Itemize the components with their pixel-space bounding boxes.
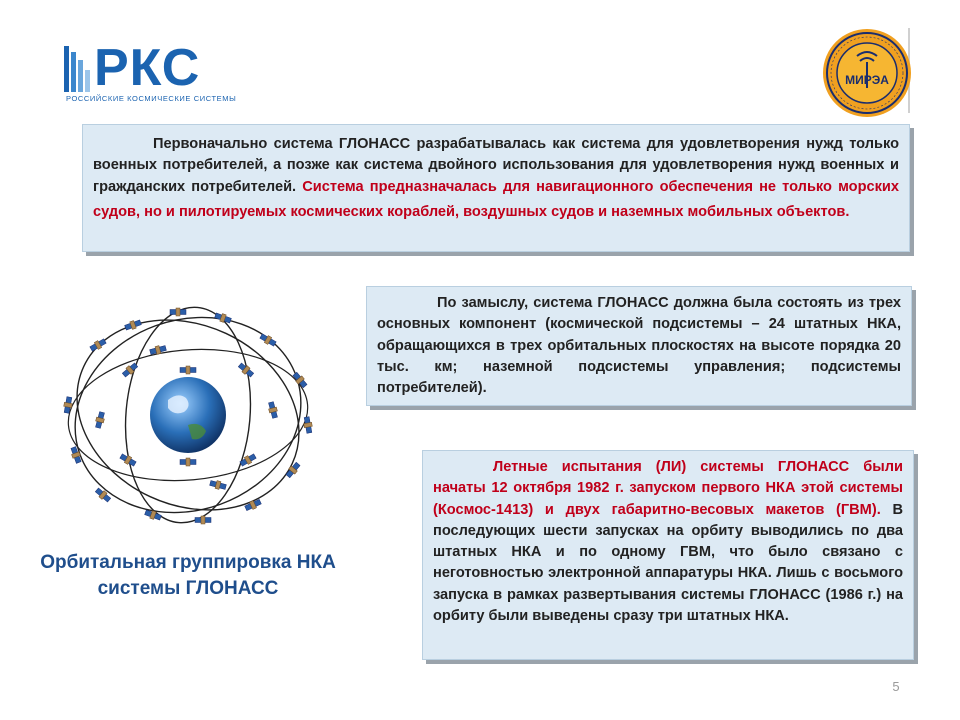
caption-line-1: Орбитальная группировка НКА — [40, 552, 336, 573]
flight-tests-red-text: Летные испытания (ЛИ) системы ГЛОНАСС были начаты 12 октября 1982 г. запуском первого НКА этой системы (Космос-1413) и двух габаритно-весовых макетов (ГВМ). — [433, 459, 903, 518]
logo-text: РКС — [94, 39, 201, 97]
concept-textbox — [366, 286, 912, 406]
flight-tests-text: В последующих шести запусках на орбиту выводились по два штатных НКА и по одному ГВМ, что было связано с неготовностью электронной аппаратуры НКА. Лишь с восьмого запуска в рамках развертывания системы ГЛОНАСС (1986 г.) на орбиту были выведены сразу три штатных НКА. — [433, 501, 904, 625]
flight-tests-textbox — [422, 450, 914, 660]
seal-center-text: МИРЭА — [845, 73, 889, 87]
rks-logo — [64, 39, 244, 104]
intro-text-part1: Первоначально система ГЛОНАСС разрабатывалась как система для удовлетворения нужд только военных потребителей, а позже как система двойного использования для удовлетворения нужд военных и гражданских потребителей. — [93, 136, 899, 195]
orbital-constellation-illustration — [38, 300, 338, 530]
logo-subtitle: РОССИЙСКИЕ КОСМИЧЕСКИЕ СИСТЕМЫ — [66, 94, 237, 103]
mirea-seal-icon — [822, 28, 912, 118]
rks-logo-mark-icon — [64, 46, 94, 94]
concept-text: По замыслу, система ГЛОНАСС должна была состоять из трех основных компонент (космической подсистемы – 24 штатных НКА, обращающихся в трех орбитальных плоскостях на высоте порядка 20 тыс. км; наземной подсистемы управления; подсистемы потребителей). — [377, 295, 901, 397]
earth-icon — [150, 377, 226, 453]
intro-text-part3: судов и наземных мобильных объектов. — [551, 203, 850, 220]
intro-text-part2: Система предназначалась для навигационного обеспечения не только морских судов, но и пилотируемых космических кораблей, воздушных — [93, 178, 900, 220]
intro-textbox — [82, 124, 910, 252]
illustration-caption — [20, 550, 356, 602]
caption-line-2: системы ГЛОНАСС — [97, 578, 279, 599]
page-number: 5 — [892, 679, 900, 694]
